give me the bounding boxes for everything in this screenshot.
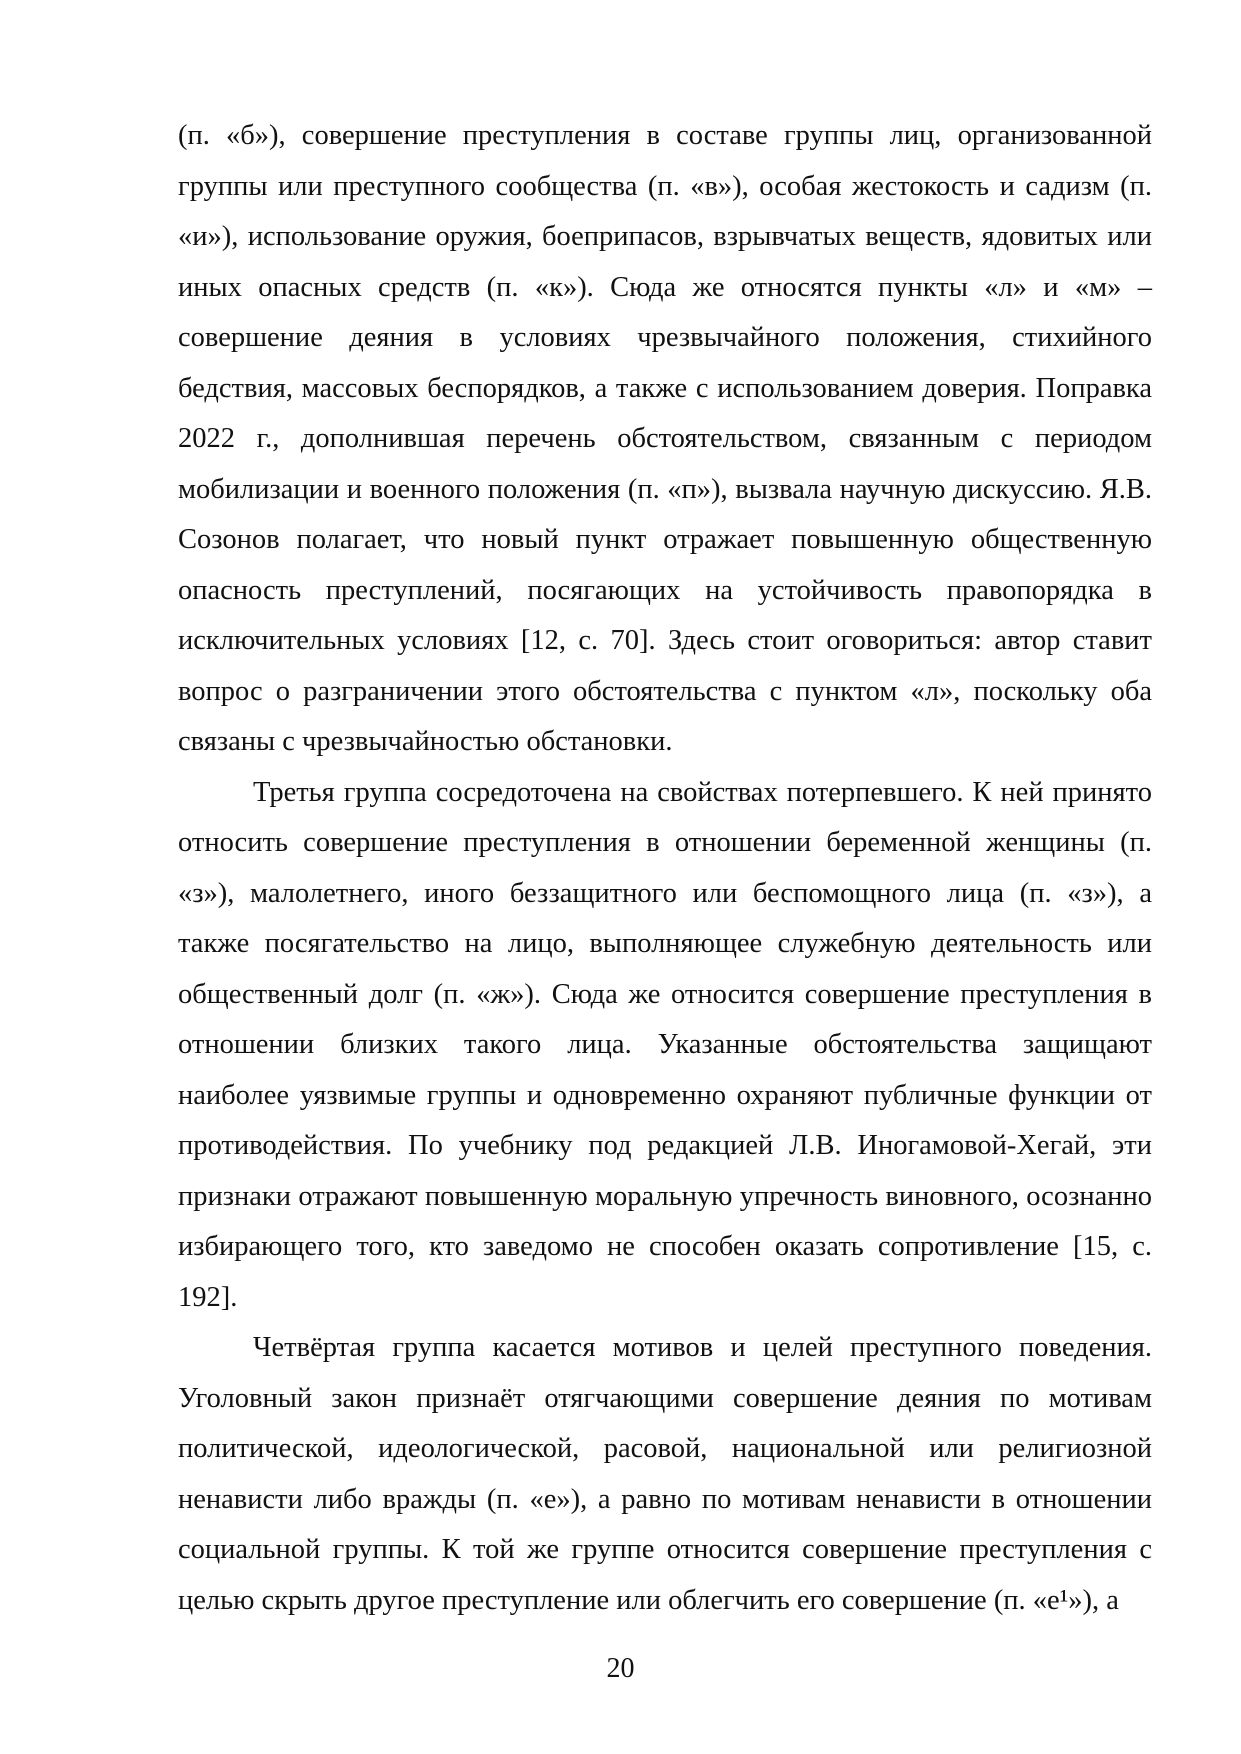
paragraph-continuation: (п. «б»), совершение преступления в составе группы лиц, организованной группы или преступного сообщества (п. «в»), особая жестокость и садизм (п. «и»), использование оружия, боеприпасов, взрывчатых веществ, ядовитых или иных опасных средств (п. «к»). Сюда же относятся пункты «л» и «м» – совершение деяния в условиях чрезвычайного положения, стихийного бедствия, массовых беспорядков, а также с использованием доверия. Поправка 2022 г., дополнившая перечень обстоятельством, связанным с периодом мобилизации и военного положения (п. «п»), вызвала научную дискуссию. Я.В. Созонов полагает, что новый пункт отражает повышенную общественную опасность преступлений, посягающих на устойчивость правопорядка в исключительных условиях [12, с. 70]. Здесь стоит оговориться: автор ставит вопрос о разграничении этого обстоятельства с пунктом «л», поскольку оба связаны с чрезвычайностью обстановки.	[178, 120, 1152, 757]
paragraph-third-group: Третья группа сосредоточена на свойствах потерпевшего. К ней принято относить совершение преступления в отношении беременной женщины (п. «з»), малолетнего, иного беззащитного или беспомощного лица (п. «з»), а также посягательство на лицо, выполняющее служебную деятельность или общественный долг (п. «ж»). Сюда же относится совершение преступления в отношении близких такого лица. Указанные обстоятельства защищают наиболее уязвимые группы и одновременно охраняют публичные функции от противодействия. По учебнику под редакцией Л.В. Иногамовой-Хегай, эти признаки отражают повышенную моральную упречность виновного, осознанно избирающего того, кто заведомо не способен оказать сопротивление [15, с. 192].	[178, 776, 1152, 1313]
paragraph-fourth-group: Четвёртая группа касается мотивов и целей преступного поведения. Уголовный закон признаёт отягчающими совершение деяния по мотивам политической, идеологической, расовой, национальной или религиозной ненависти либо вражды (п. «е»), а равно по мотивам ненависти в отношении социальной группы. К той же группе относится совершение преступления с целью скрыть другое преступление или облегчить его совершение (п. «е¹»), а	[178, 1332, 1152, 1616]
page-number: 20	[606, 1653, 635, 1684]
body-text	[178, 111, 1152, 1626]
